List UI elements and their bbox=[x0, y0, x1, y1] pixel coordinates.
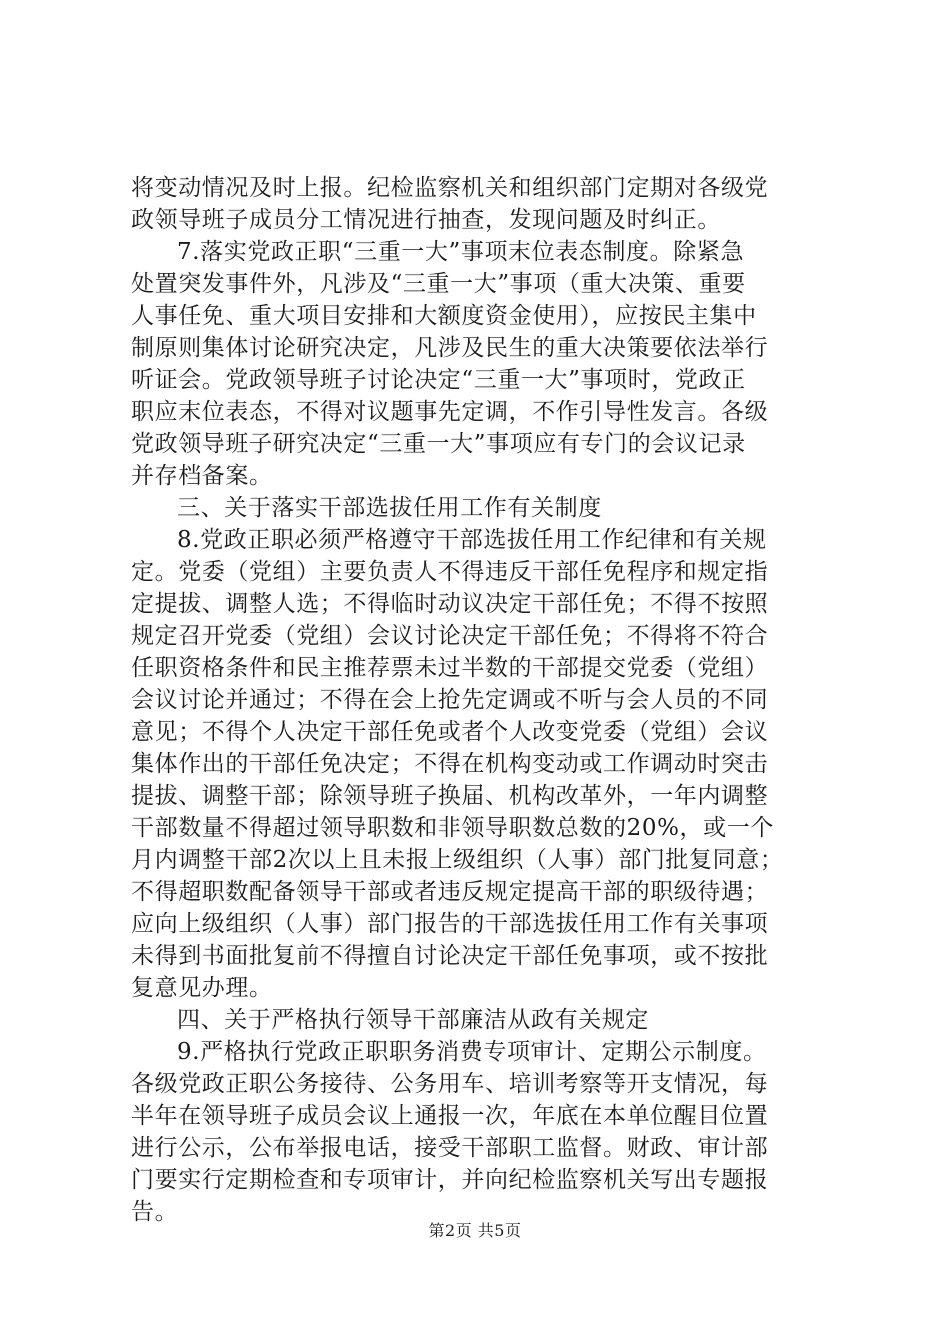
text-line: 制原则集体讨论研究决定，凡涉及民生的重大决策要依法举行 bbox=[131, 335, 769, 361]
paragraph-8-start: 8.党政正职必须严格遵守干部选拔任用工作纪律和有关规 bbox=[177, 527, 767, 553]
text-line: 应向上级组织（人事）部门报告的干部选拔任用工作有关事项 bbox=[131, 911, 769, 937]
section-heading-3: 三、关于落实干部选拔任用工作有关制度 bbox=[177, 495, 602, 521]
text-line: 门要实行定期检查和专项审计，并向纪检监察机关写出专题报 bbox=[131, 1167, 769, 1193]
text-line: 任职资格条件和民主推荐票未过半数的干部提交党委（党组） bbox=[131, 655, 769, 681]
text-line: 各级党政正职公务接待、公务用车、培训考察等开支情况，每 bbox=[131, 1071, 769, 1097]
text-line: 会议讨论并通过；不得在会上抢先定调或不听与会人员的不同 bbox=[131, 687, 769, 713]
text-line: 处置突发事件外，凡涉及“三重一大”事项（重大决策、重要 bbox=[131, 271, 746, 297]
text-line: 并存档备案。 bbox=[131, 463, 273, 489]
text-line: 政领导班子成员分工情况进行抽查，发现问题及时纠正。 bbox=[131, 207, 721, 233]
section-heading-4: 四、关于严格执行领导干部廉洁从政有关规定 bbox=[177, 1007, 649, 1033]
text-line: 听证会。党政领导班子讨论决定“三重一大”事项时，党政正 bbox=[131, 367, 746, 393]
text-line: 月内调整干部2次以上且未报上级组织（人事）部门批复同意； bbox=[131, 847, 784, 873]
document-body bbox=[131, 172, 831, 1228]
text-line: 不得超职数配备领导干部或者违反规定提高干部的职级待遇； bbox=[131, 879, 769, 905]
text-line: 提拔、调整干部；除领导班子换届、机构改革外，一年内调整 bbox=[131, 783, 769, 809]
paragraph-7-start: 7.落实党政正职“三重一大”事项末位表态制度。除紧急 bbox=[177, 239, 745, 265]
text-line: 人事任免、重大项目安排和大额度资金使用），应按民主集中 bbox=[131, 303, 757, 329]
text-line: 复意见办理。 bbox=[131, 975, 273, 1001]
text-line: 意见；不得个人决定干部任免或者个人改变党委（党组）会议 bbox=[131, 719, 769, 745]
page-footer: 第2页 共5页 bbox=[428, 1221, 522, 1240]
text-line: 党政领导班子研究决定“三重一大”事项应有专门的会议记录 bbox=[131, 431, 746, 457]
text-line: 定提拔、调整人选；不得临时动议决定干部任免；不得不按照 bbox=[131, 591, 769, 617]
text-line: 将变动情况及时上报。纪检监察机关和组织部门定期对各级党 bbox=[131, 175, 769, 201]
text-line: 干部数量不得超过领导职数和非领导职数总数的20%，或一个 bbox=[131, 815, 774, 841]
text-line: 未得到书面批复前不得擅自讨论决定干部任免事项，或不按批 bbox=[131, 943, 769, 969]
text-line: 半年在领导班子成员会议上通报一次，年底在本单位醒目位置 bbox=[131, 1103, 769, 1129]
text-line: 规定召开党委（党组）会议讨论决定干部任免；不得将不符合 bbox=[131, 623, 769, 649]
text-line: 告。 bbox=[131, 1199, 179, 1225]
text-line: 职应末位表态，不得对议题事先定调，不作引导性发言。各级 bbox=[131, 399, 769, 425]
paragraph-9-start: 9.严格执行党政正职职务消费专项审计、定期公示制度。 bbox=[177, 1039, 767, 1065]
text-line: 集体作出的干部任免决定；不得在机构变动或工作调动时突击 bbox=[131, 751, 769, 777]
text-line: 定。党委（党组）主要负责人不得违反干部任免程序和规定指 bbox=[131, 559, 769, 585]
text-line: 进行公示，公布举报电话，接受干部职工监督。财政、审计部 bbox=[131, 1135, 769, 1161]
